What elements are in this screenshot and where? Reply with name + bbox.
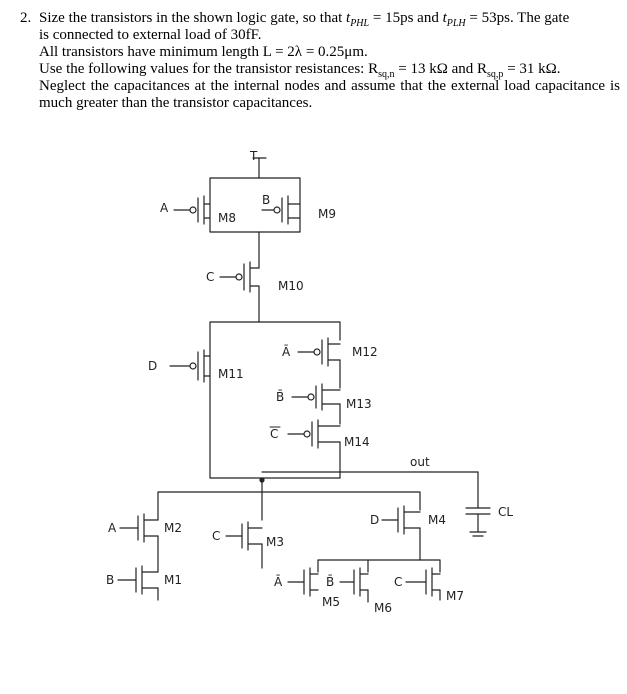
pdn-top-wire bbox=[158, 492, 420, 520]
label-m10: M10 bbox=[278, 279, 304, 293]
label-m1: M1 bbox=[164, 573, 182, 587]
label-top: T bbox=[250, 149, 258, 163]
problem-number: 2. bbox=[20, 10, 32, 26]
m2-transistor bbox=[138, 514, 158, 542]
m9-transistor bbox=[282, 196, 300, 224]
label-m4: M4 bbox=[428, 513, 446, 527]
label-m8: M8 bbox=[218, 211, 236, 225]
problem-line-1b: is connected to external load of 30fF. bbox=[39, 27, 262, 43]
m6-transistor bbox=[354, 568, 368, 596]
cl-ground bbox=[470, 532, 486, 536]
label-b-n: B bbox=[106, 573, 115, 587]
label-d-left: D bbox=[148, 359, 158, 373]
label-m5: M5 bbox=[322, 595, 340, 609]
label-out: out bbox=[410, 455, 430, 469]
label-m12: M12 bbox=[352, 345, 378, 359]
label-m11: M11 bbox=[218, 367, 244, 381]
mid-network-frame bbox=[210, 322, 340, 478]
m10-gate-bubble bbox=[236, 274, 242, 280]
m13-transistor bbox=[316, 384, 340, 410]
out-node bbox=[260, 478, 264, 482]
m11-gate-bubble bbox=[190, 363, 196, 369]
label-c-bar: C bbox=[270, 427, 279, 441]
m9-gate-bubble bbox=[274, 207, 280, 213]
m4-transistor bbox=[398, 506, 420, 534]
problem-line-1: Size the transistors in the shown logic gate, so that $t_{PHL} = 15ps$ and $t_{PLH} = 53ps$. The gate bbox=[39, 10, 570, 29]
label-b-bar-n: B̄ bbox=[326, 575, 335, 589]
label-m14: M14 bbox=[344, 435, 370, 449]
m14-transistor bbox=[312, 420, 340, 448]
m7-transistor bbox=[426, 568, 440, 596]
m12-transistor bbox=[322, 338, 340, 366]
label-cl: CL bbox=[498, 505, 514, 519]
label-a-bar-n: Ā bbox=[274, 575, 283, 589]
label-b-top: B bbox=[262, 193, 271, 207]
label-m7: M7 bbox=[446, 589, 464, 603]
m14-gate-bubble bbox=[304, 431, 310, 437]
label-m6: M6 bbox=[374, 601, 392, 615]
m12-gate-bubble bbox=[314, 349, 320, 355]
m1-transistor bbox=[136, 566, 158, 594]
label-a-bar: Ā bbox=[282, 345, 291, 359]
m10-transistor bbox=[244, 262, 259, 292]
label-m2: M2 bbox=[164, 521, 182, 535]
label-c-n: C bbox=[212, 529, 221, 543]
label-m3: M3 bbox=[266, 535, 284, 549]
m5-transistor bbox=[304, 568, 318, 596]
label-m9: M9 bbox=[318, 207, 336, 221]
label-c-mid: C bbox=[206, 270, 215, 284]
label-b-bar: B̄ bbox=[276, 390, 285, 404]
cl-capacitor bbox=[466, 508, 490, 514]
label-a-top: A bbox=[160, 201, 169, 215]
m3-transistor bbox=[242, 522, 262, 550]
m13-gate-bubble bbox=[308, 394, 314, 400]
problem-line-2: All transistors have minimum length L = 2λ = 0.25μm. bbox=[39, 44, 368, 60]
problem-line-4: Neglect the capacitances at the internal nodes and assume that the external load capacitance is much greater than the transistor capacitances. bbox=[39, 78, 620, 111]
m8-gate-bubble bbox=[190, 207, 196, 213]
label-a-n: A bbox=[108, 521, 117, 535]
label-d-n: D bbox=[370, 513, 380, 527]
m8-transistor bbox=[198, 196, 210, 224]
problem-line-3: Use the following values for the transistor resistances: $R_{sq,n} = 13$ kΩ and $R_{sq,p} = 31$ kΩ. bbox=[39, 61, 561, 80]
label-c-n2: C bbox=[394, 575, 403, 589]
m5-m7-frame bbox=[318, 560, 440, 572]
m11-transistor bbox=[198, 350, 210, 382]
label-m13: M13 bbox=[346, 397, 372, 411]
